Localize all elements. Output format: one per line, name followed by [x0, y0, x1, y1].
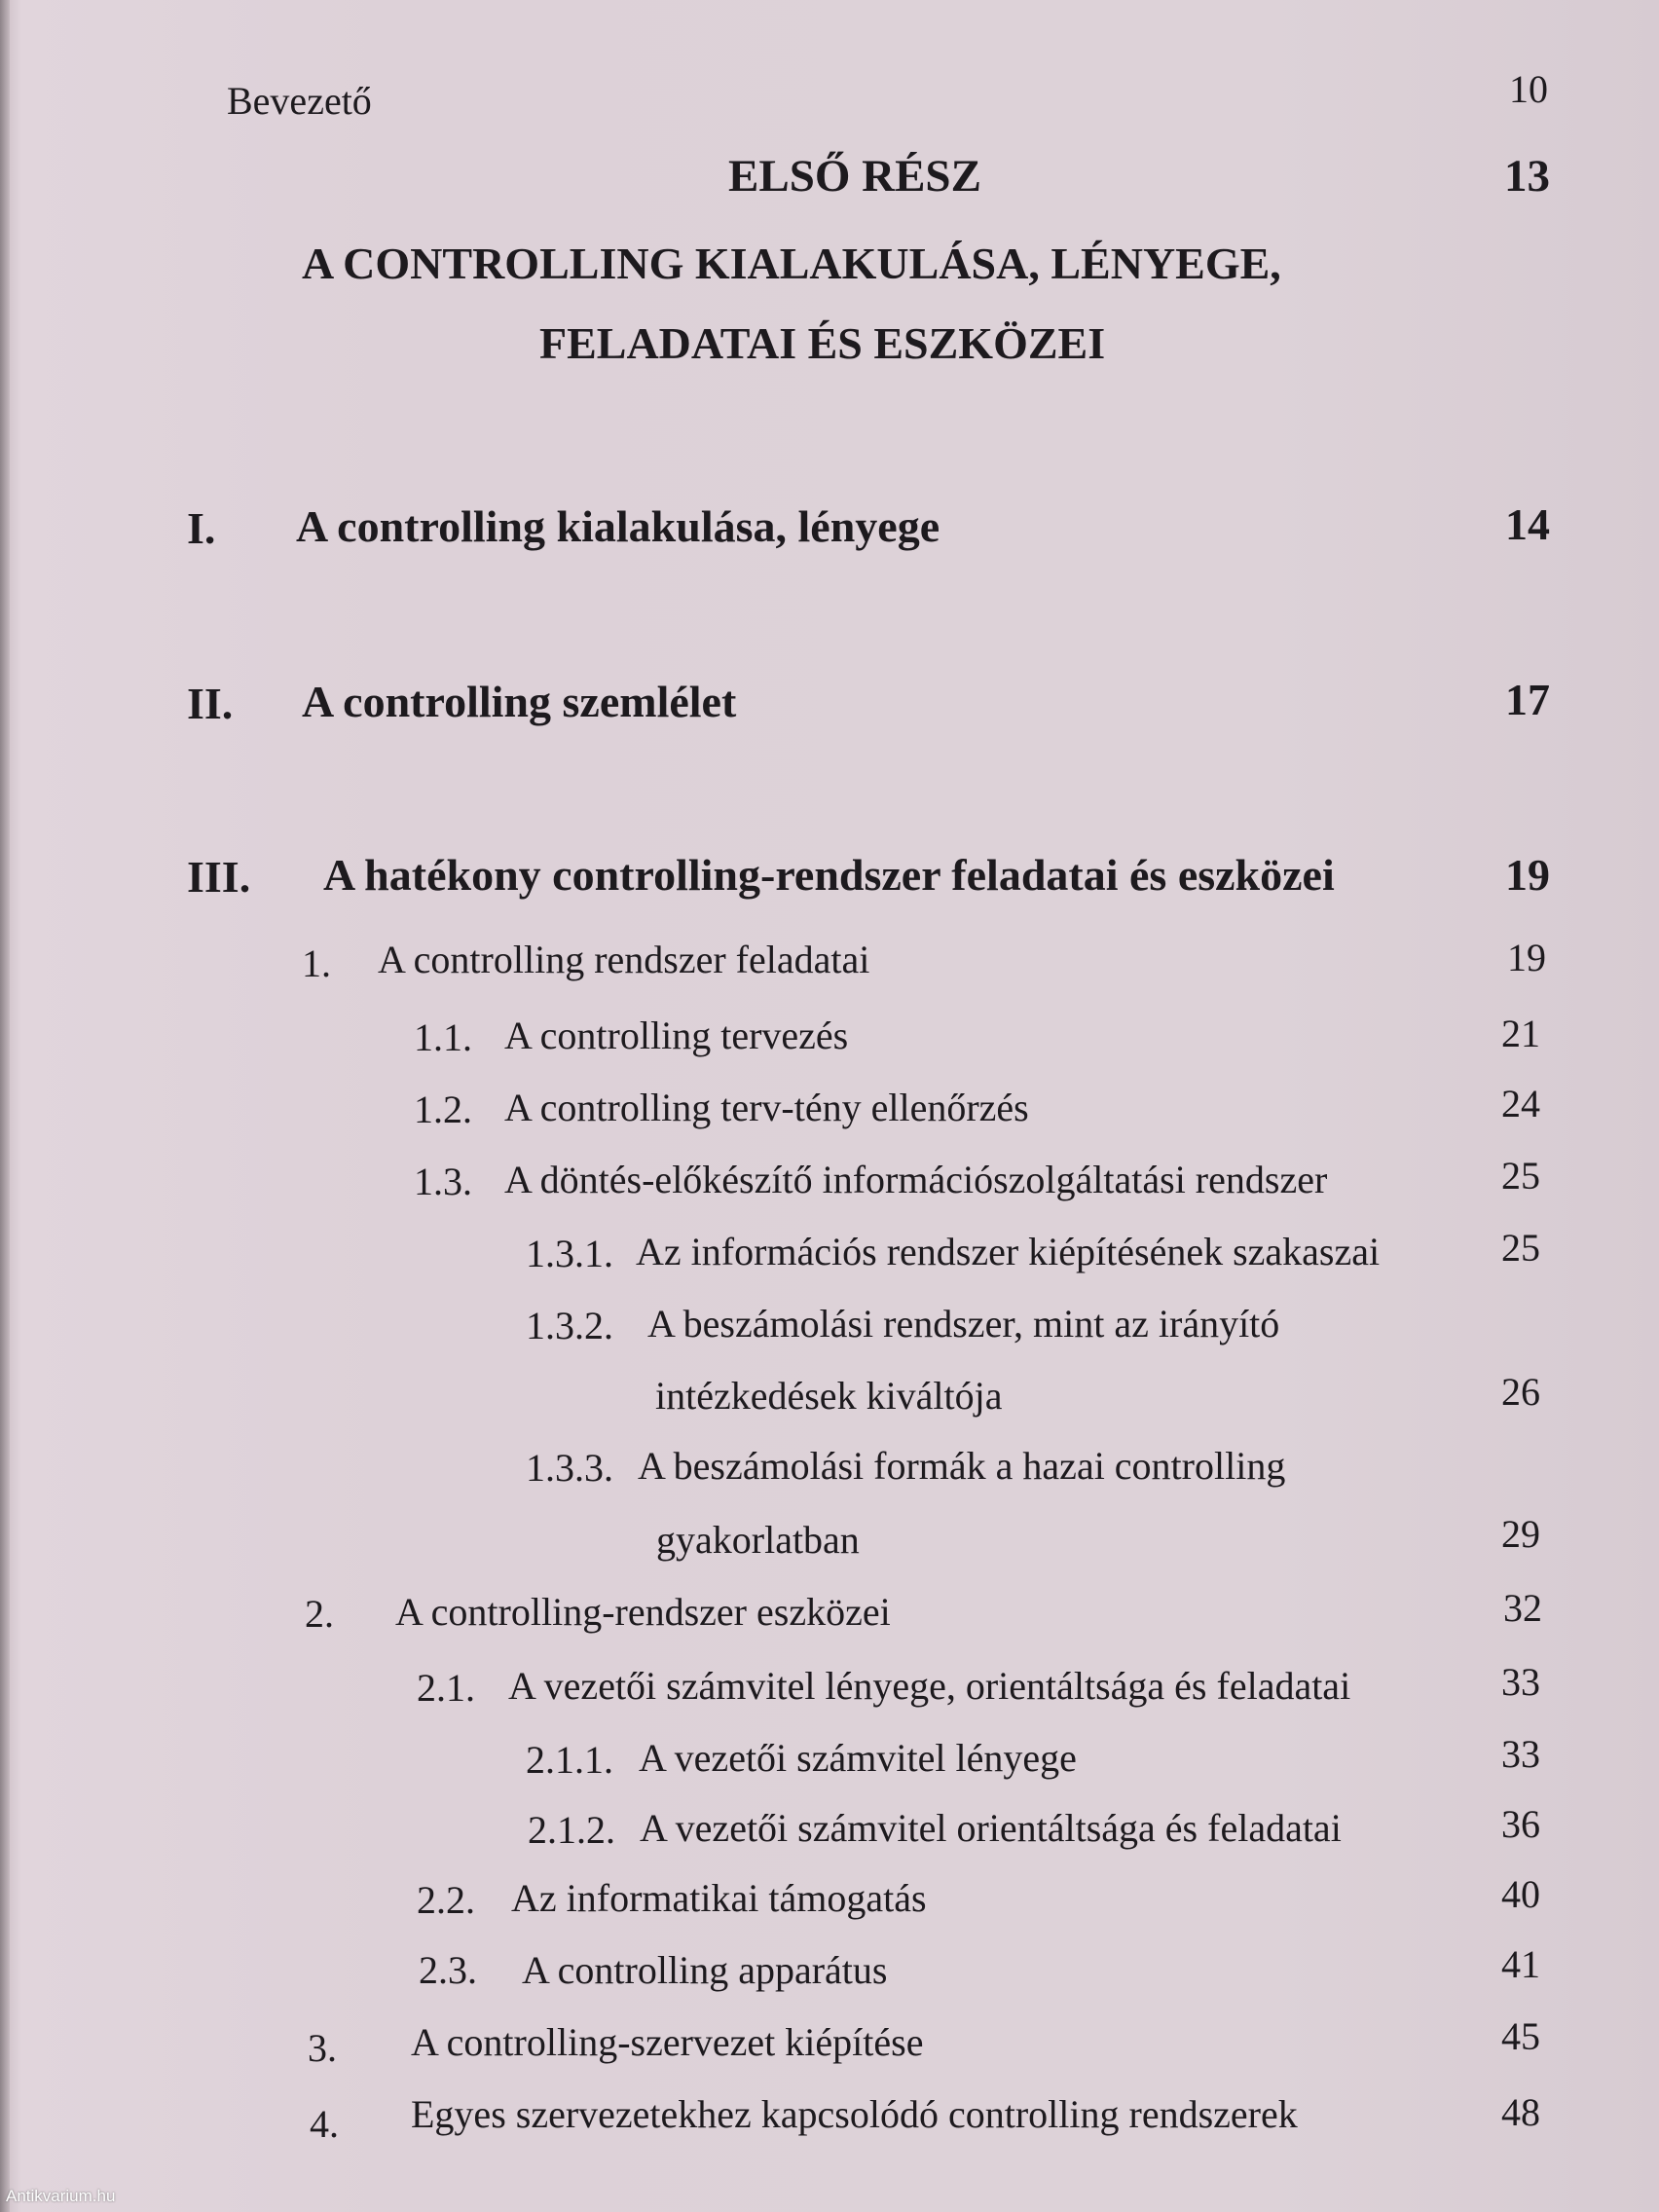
entry-title: A controlling apparátus [522, 1948, 888, 1992]
intro-title: Bevezető [227, 79, 372, 123]
part-page: 13 [1504, 151, 1550, 202]
entry-page: 19 [1507, 936, 1546, 979]
part-subtitle-line2: FELADATAI ÉS ESZKÖZEI [539, 318, 1106, 368]
page-edge-shadow [0, 0, 10, 2212]
entry-num: 1.3.1. [526, 1232, 613, 1275]
chapter-title-3: A hatékony controlling-rendszer feladatai és eszközei [323, 850, 1335, 900]
chapter-title-1: A controlling kialakulása, lényege [296, 501, 940, 551]
entry-page: 21 [1501, 1012, 1540, 1055]
entry-page: 33 [1501, 1660, 1540, 1704]
entry-num: 3. [308, 2026, 337, 2070]
entry-title: Egyes szervezetekhez kapcsolódó controlling rendszerek [411, 2092, 1298, 2136]
entry-page: 48 [1501, 2090, 1540, 2134]
chapter-page-2: 17 [1505, 675, 1550, 724]
intro-page: 10 [1509, 67, 1548, 111]
entry-title: A vezetői számvitel orientáltsága és feladatai [640, 1806, 1342, 1850]
entry-title: Az informatikai támogatás [511, 1876, 927, 1920]
entry-num: 2.1.1. [526, 1738, 613, 1782]
entry-page: 33 [1501, 1732, 1540, 1776]
entry-page: 25 [1501, 1226, 1540, 1270]
entry-page: 32 [1503, 1586, 1542, 1630]
entry-title-continuation: intézkedések kiváltója [655, 1374, 1003, 1418]
entry-page: 24 [1501, 1082, 1540, 1125]
entry-num: 1.1. [414, 1015, 472, 1059]
entry-num: 1.3. [414, 1160, 472, 1203]
entry-num: 1.2. [414, 1088, 472, 1131]
entry-num: 2.1. [417, 1666, 475, 1710]
part-title: ELSŐ RÉSZ [728, 151, 981, 202]
entry-page: 25 [1501, 1154, 1540, 1198]
entry-title: A beszámolási formák a hazai controlling [638, 1444, 1286, 1488]
entry-page: 36 [1501, 1802, 1540, 1846]
chapter-num-3: III. [187, 852, 251, 902]
entry-num: 2.2. [417, 1878, 475, 1922]
entry-num: 2.3. [419, 1948, 477, 1992]
entry-page: 29 [1501, 1512, 1540, 1556]
chapter-page-1: 14 [1505, 499, 1550, 549]
entry-title-continuation: gyakorlatban [656, 1518, 860, 1562]
entry-page: 41 [1501, 1942, 1540, 1986]
entry-title: A controlling-rendszer eszközei [395, 1590, 891, 1634]
chapter-title-2: A controlling szemlélet [302, 677, 737, 726]
entry-title: A controlling terv-tény ellenőrzés [504, 1086, 1029, 1129]
entry-num: 1. [302, 941, 331, 985]
entry-title: A vezetői számvitel lényege [639, 1736, 1077, 1780]
entry-num: 4. [310, 2102, 339, 2146]
entry-title: A vezetői számvitel lényege, orientáltsága és feladatai [508, 1664, 1351, 1708]
entry-title: A controlling tervezés [504, 1014, 849, 1057]
entry-title: A döntés-előkészítő információszolgáltatási rendszer [504, 1158, 1328, 1201]
entry-title: Az információs rendszer kiépítésének szakaszai [636, 1230, 1381, 1273]
entry-num: 1.3.3. [526, 1446, 613, 1490]
chapter-num-1: I. [187, 503, 216, 553]
chapter-num-2: II. [187, 679, 234, 728]
entry-title: A beszámolási rendszer, mint az irányító [647, 1302, 1280, 1346]
watermark: Antikvarium.hu [6, 2187, 116, 2205]
part-subtitle-line1: A CONTROLLING KIALAKULÁSA, LÉNYEGE, [302, 239, 1281, 288]
entry-num: 2. [305, 1592, 334, 1636]
entry-page: 26 [1501, 1370, 1540, 1414]
chapter-page-3: 19 [1505, 850, 1550, 900]
entry-page: 45 [1501, 2014, 1540, 2058]
entry-num: 1.3.2. [526, 1304, 613, 1347]
entry-num: 2.1.2. [528, 1808, 615, 1852]
entry-title: A controlling rendszer feladatai [378, 938, 870, 981]
entry-page: 40 [1501, 1872, 1540, 1916]
entry-title: A controlling-szervezet kiépítése [411, 2020, 924, 2064]
